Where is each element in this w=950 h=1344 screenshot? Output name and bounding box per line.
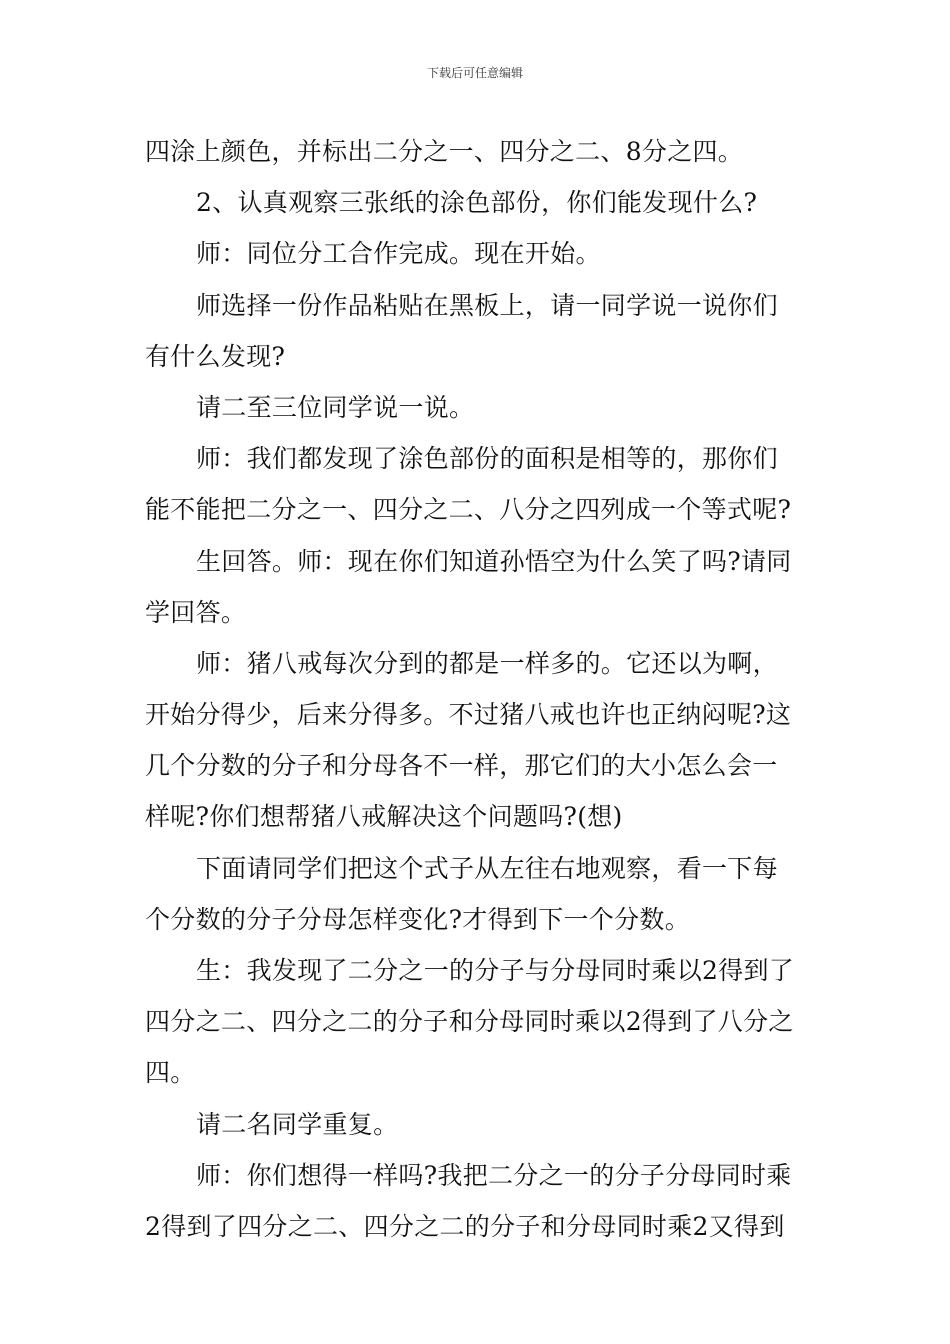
text-line: 生回答。师：现在你们知道孙悟空为什么笑了吗?请同 — [196, 546, 792, 576]
text-line: 师：我们都发现了涂色部份的面积是相等的，那你们 — [196, 444, 778, 474]
text-line: 师选择一份作品粘贴在黑板上，请一同学说一说你们 — [196, 290, 778, 320]
text-line: 能不能把二分之一、四分之二、八分之四列成一个等式呢? — [145, 495, 792, 525]
text-line: 下面请同学们把这个式子从左往右地观察，看一下每 — [196, 853, 778, 883]
text-line: 学回答。 — [145, 597, 247, 627]
document-body — [145, 126, 810, 1252]
text-line: 请二名同学重复。 — [196, 1109, 399, 1139]
page-header: 下载后可任意编辑 — [426, 66, 523, 80]
text-line: 师：你们想得一样吗?我把二分之一的分子分母同时乘 — [196, 1160, 792, 1190]
text-line: 四。 — [145, 1058, 196, 1088]
text-line: 开始分得少，后来分得多。不过猪八戒也许也正纳闷呢?这 — [145, 700, 792, 730]
text-line: 2得到了四分之二、四分之二的分子和分母同时乘2又得到 — [145, 1211, 785, 1241]
text-line: 几个分数的分子和分母各不一样，那它们的大小怎么会一 — [145, 751, 778, 781]
text-line: 师：同位分工合作完成。现在开始。 — [196, 239, 601, 269]
text-line: 个分数的分子分母怎样变化?才得到下一个分数。 — [145, 904, 691, 934]
text-line: 生：我发现了二分之一的分子与分母同时乘以2得到了 — [196, 956, 795, 985]
text-line: 请二至三位同学说一说。 — [196, 392, 475, 422]
text-line: 师：猪八戒每次分到的都是一样多的。它还以为啊， — [196, 648, 778, 678]
text-line: 2、认真观察三张纸的涂色部份，你们能发现什么? — [196, 188, 758, 218]
text-line: 四涂上颜色，并标出二分之一、四分之二、8分之四。 — [145, 137, 744, 166]
text-line: 有什么发现? — [145, 341, 286, 371]
text-line: 四分之二、四分之二的分子和分母同时乘以2得到了八分之 — [145, 1007, 794, 1037]
text-line: 样呢?你们想帮猪八戒解决这个问题吗?(想) — [145, 802, 623, 832]
